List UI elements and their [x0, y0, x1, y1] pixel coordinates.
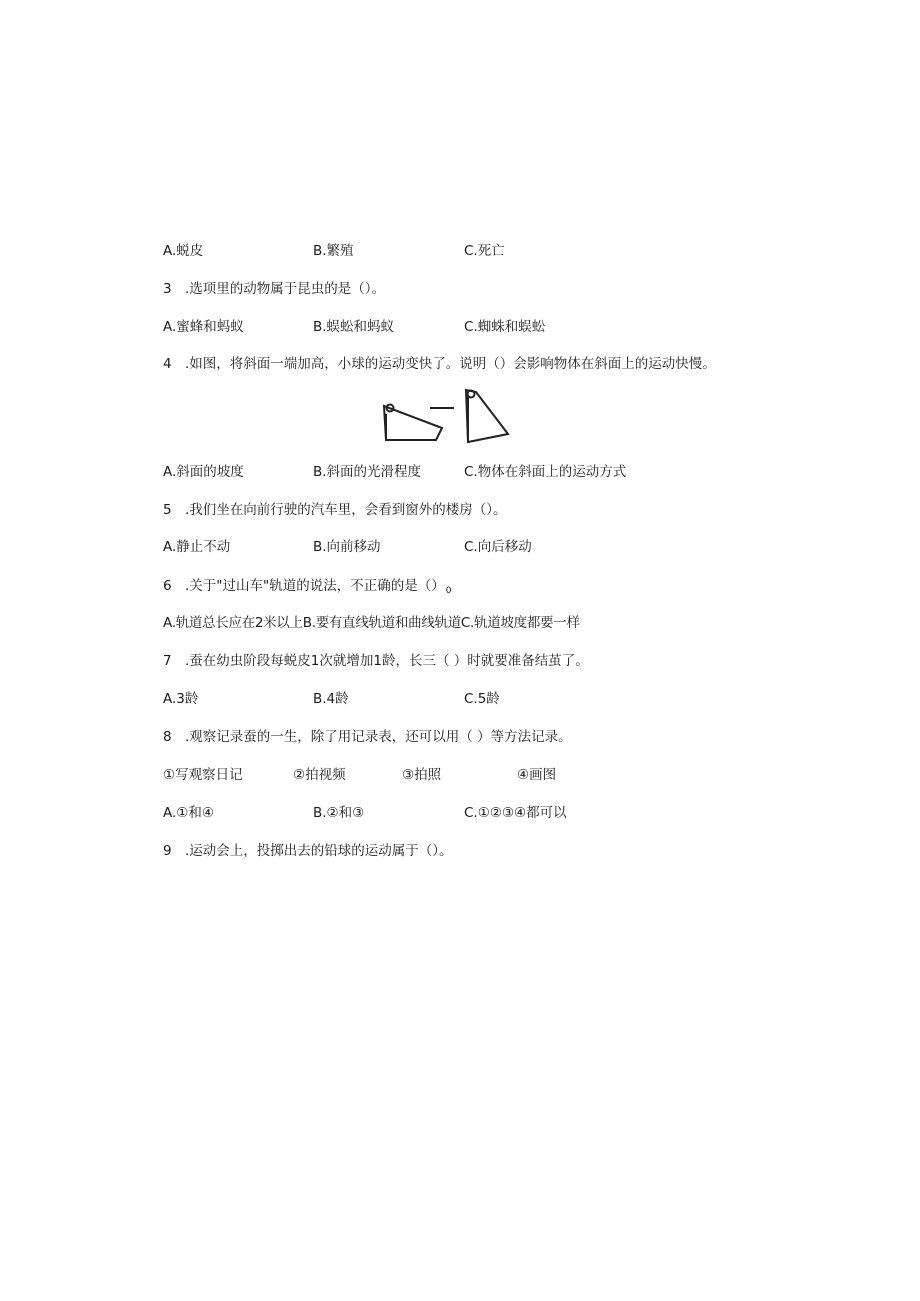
- q7-option-c: C.5龄: [464, 691, 500, 707]
- q3-option-c: C.蜘蛛和蜈蚣: [464, 319, 546, 335]
- q6-mark: 0: [445, 586, 452, 596]
- q4-text: .如图，将斜面一端加高，小球的运动变快了。说明（）会影响物体在斜面上的运动快慢。: [185, 356, 716, 372]
- q2-option-a: A.蜕皮: [163, 243, 204, 259]
- q8-option-c: C.①②③④都可以: [464, 805, 567, 821]
- q8-method-3: ③拍照: [402, 767, 442, 783]
- q6-text: [185, 577, 451, 600]
- q4-number: 4: [163, 356, 172, 372]
- q6-options-text: A.轨道总长应在2米以上B.要有直线轨道和曲线轨道C.轨道坡度都要一样: [163, 615, 580, 631]
- q5-option-c: C.向后移动: [464, 539, 532, 555]
- q7-text: .蚕在幼虫阶段每蜕皮1次就增加1龄，长三（ ）时就要准备结茧了。: [185, 653, 589, 669]
- q5-number: 5: [163, 502, 172, 518]
- q4-option-a: A.斜面的坡度: [163, 464, 244, 480]
- q4-option-c: C.物体在斜面上的运动方式: [464, 464, 627, 480]
- q8-number: 8: [163, 729, 172, 745]
- q8-option-b: B.②和③: [313, 805, 365, 821]
- q8-method-1: ①写观察日记: [163, 767, 243, 783]
- high-incline-drawing: [466, 390, 508, 442]
- q8-method-2: ②拍视频: [293, 767, 346, 783]
- q8-text: .观察记录蚕的一生，除了用记录表，还可以用（ ）等方法记录。: [185, 729, 572, 745]
- q7-option-a: A.3龄: [163, 691, 199, 707]
- q5-text: .我们坐在向前行驶的汽车里，会看到窗外的楼房（）。: [185, 502, 507, 518]
- q3-option-a: A.蜜蜂和蚂蚁: [163, 319, 244, 335]
- q2-option-b: B.繁殖: [313, 243, 354, 259]
- q2-option-c: C.死亡: [464, 243, 505, 259]
- q9-number: 9: [163, 843, 172, 859]
- low-incline-drawing: [384, 405, 442, 441]
- q3-number: 3: [163, 281, 172, 297]
- q9-text: .运动会上，投掷出去的铅球的运动属于（）。: [185, 843, 453, 859]
- incline-figure: [380, 384, 510, 446]
- q5-option-b: B.向前移动: [313, 539, 381, 555]
- q4-option-b: B.斜面的光滑程度: [313, 464, 422, 480]
- q7-number: 7: [163, 653, 172, 669]
- q5-option-a: A.静止不动: [163, 539, 231, 555]
- q6-text-main: .关于"过山车"轨道的说法，不正确的是（）: [185, 578, 445, 594]
- q6-number: 6: [163, 578, 172, 594]
- q8-method-4: ④画图: [517, 767, 557, 783]
- q3-text: .选项里的动物属于昆虫的是（）。: [185, 281, 386, 297]
- q3-option-b: B.蜈蚣和蚂蚁: [313, 319, 395, 335]
- q7-option-b: B.4龄: [313, 691, 349, 707]
- q8-option-a: A.①和④: [163, 805, 214, 821]
